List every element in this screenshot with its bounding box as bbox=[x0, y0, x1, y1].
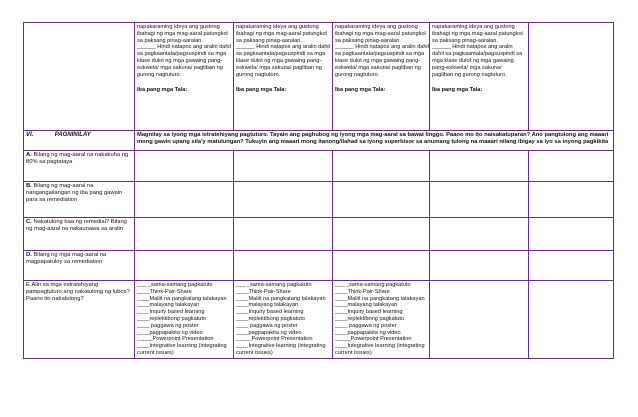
strategy-checklist-2[interactable]: ___ _sama-samang pagkatuto ____Think-Pair-Share ____Maliit na pangkatang talakayan ____malayang talakayan ____Inquiry based learning ____replektibong pagkatuto ____ paggawa ng poster ____pagpapakita ng video _____Powerpoint Presentation ____Integrative learning (integrating current issues) bbox=[234, 281, 333, 359]
row-c-label: C. Nakatulong baa ng remedial? Bilang ng mag-aaral na nakaunawa sa aralin bbox=[24, 218, 135, 251]
entry-cell[interactable] bbox=[529, 182, 614, 218]
entry-cell[interactable] bbox=[333, 251, 430, 281]
entry-cell[interactable] bbox=[234, 218, 333, 251]
row-d bbox=[24, 251, 614, 281]
notes-row bbox=[24, 23, 614, 131]
row-e-label: E.Alin sa mga estratehiyang pampagtuturo ang nakatulong ng lubos? Paano ito nakatulong? bbox=[24, 281, 135, 359]
entry-cell[interactable] bbox=[529, 151, 614, 182]
entry-cell[interactable] bbox=[529, 218, 614, 251]
notes-cell-4: napakaraming ideya ang gustong ibahagi ng mga mag-aaral patungkol sa paksang pinag-aaralan. ______ Hindi natapos ang aralin dahil sa pagkaantala/pagsuspindi sa mga klase dulot ng mga gawaing pang-eskwela/ mga sakuna/ pagliban ng gurong nagtuturo. Iba pang mga Tala: bbox=[430, 23, 529, 131]
notes-cell-2: napakaraming ideya ang gustong ibahagi ng mga mag-aaral patungkol sa paksang pinag-aaralan. ______ Hindi natapos ang aralin dahil sa pagkaantala/pagsuspindi sa mga klase dulot ng mga gawaing pang- eskwela/ mga sakuna/ pagliban ng gurong nagtuturo. Iba pang mga Tala: bbox=[234, 23, 333, 131]
section-title: PAGNINILAY bbox=[54, 132, 91, 138]
other-notes-label: Iba pang mga Tala: bbox=[335, 87, 386, 94]
entry-cell[interactable] bbox=[529, 251, 614, 281]
row-a bbox=[24, 151, 614, 182]
row-b bbox=[24, 182, 614, 218]
row-a-label: A. Bilang ng mag-aaral na nakakuha ng 80% sa pagtataya bbox=[24, 151, 135, 182]
entry-cell[interactable] bbox=[430, 281, 529, 359]
other-notes-label: Iba pang mga Tala: bbox=[432, 87, 483, 94]
entry-cell[interactable] bbox=[135, 251, 234, 281]
row-e bbox=[24, 281, 614, 359]
section-vi-heading bbox=[24, 131, 135, 151]
notes-cell-3: napakaraming ideya ang gustong ibahagi ng mga mag-aaral patungkol sa paksang pinag-aaralan. ______ Hindi natapos ang aralin dahil sa pagkaantala/pagsuspindi sa mga klase dulot ng mga gawaing pang- eskwela/ mga sakuna/ pagliban ng gurong nagtuturo. Iba pang mga Tala: bbox=[333, 23, 430, 131]
strategy-checklist-3[interactable]: ___ _sama-samang pagkatuto ____Think-Pair-Share ____Maliit na pangkatang talakayan ____malayang talakayan ____Inquiry based learning ____replektibong pagkatuto ____ paggawa ng poster ____pagpapakita ng video _____Powerpoint Presentation ____Integrative learning (integrating current issues) bbox=[333, 281, 430, 359]
section-number: VI. bbox=[26, 132, 34, 138]
entry-cell[interactable] bbox=[234, 182, 333, 218]
empty-cell bbox=[529, 23, 614, 131]
entry-cell[interactable] bbox=[333, 218, 430, 251]
entry-cell[interactable] bbox=[234, 251, 333, 281]
entry-cell[interactable] bbox=[333, 182, 430, 218]
reflection-instruction: Magnilay sa iyong mga istratehiyang pagtuturo. Tayain ang paghubog ng iyong mga mag-aaral sa bawat linggo. Paano mo ito naisakatuparan? Ano pangtulong ang maaari mong gawin upang sila'y matulungan? Tukuyin ang maaari mong itanong/ilahad sa iyong superbisor sa anumang tulong na maaari nilang ibigay sa iyo sa inyong pagkikita bbox=[135, 131, 614, 151]
row-d-label: D. Bilang ng mga mag-aaral na magpapatuloy sa remediation bbox=[24, 251, 135, 281]
other-notes-label: Iba pang mga Tala: bbox=[137, 87, 188, 94]
lesson-log-table bbox=[23, 22, 614, 359]
entry-cell[interactable] bbox=[135, 151, 234, 182]
notes-cell-1: napakaraming ideya ang gustong ibahagi ng mga mag-aaral patungkol sa paksang pinag-aaralan. ______ Hindi natapos ang aralin dahil sa pagkaantala/pagsuspindi sa mga klase dulot ng mga gawaing pang- eskwela/ mga sakuna/ pagliban ng gurong nagtuturo. Iba pang mga Tala: bbox=[135, 23, 234, 131]
row-b-label: B. Bilang ng mag-aaral na nangangailangan ng iba pang gawain para sa remediation bbox=[24, 182, 135, 218]
other-notes-label: Iba pang mga Tala: bbox=[236, 87, 287, 94]
row-c bbox=[24, 218, 614, 251]
entry-cell[interactable] bbox=[430, 218, 529, 251]
entry-cell[interactable] bbox=[529, 281, 614, 359]
entry-cell[interactable] bbox=[430, 251, 529, 281]
section-vi-row bbox=[24, 131, 614, 151]
entry-cell[interactable] bbox=[234, 151, 333, 182]
entry-cell[interactable] bbox=[135, 218, 234, 251]
entry-cell[interactable] bbox=[430, 182, 529, 218]
strategy-checklist-1[interactable]: ___ _sama-samang pagkatuto ____Think-Pair-Share ____Maliit na pangkatang talakayan ____malayang talakayan ____Inquiry based learning ____replektibong pagkatuto ____ paggawa ng poster ____pagpapakita ng video _____Powerpoint Presentation ____Integrative learning (integrating current issues) bbox=[135, 281, 234, 359]
entry-cell[interactable] bbox=[430, 151, 529, 182]
entry-cell[interactable] bbox=[333, 151, 430, 182]
empty-cell bbox=[24, 23, 135, 131]
entry-cell[interactable] bbox=[135, 182, 234, 218]
